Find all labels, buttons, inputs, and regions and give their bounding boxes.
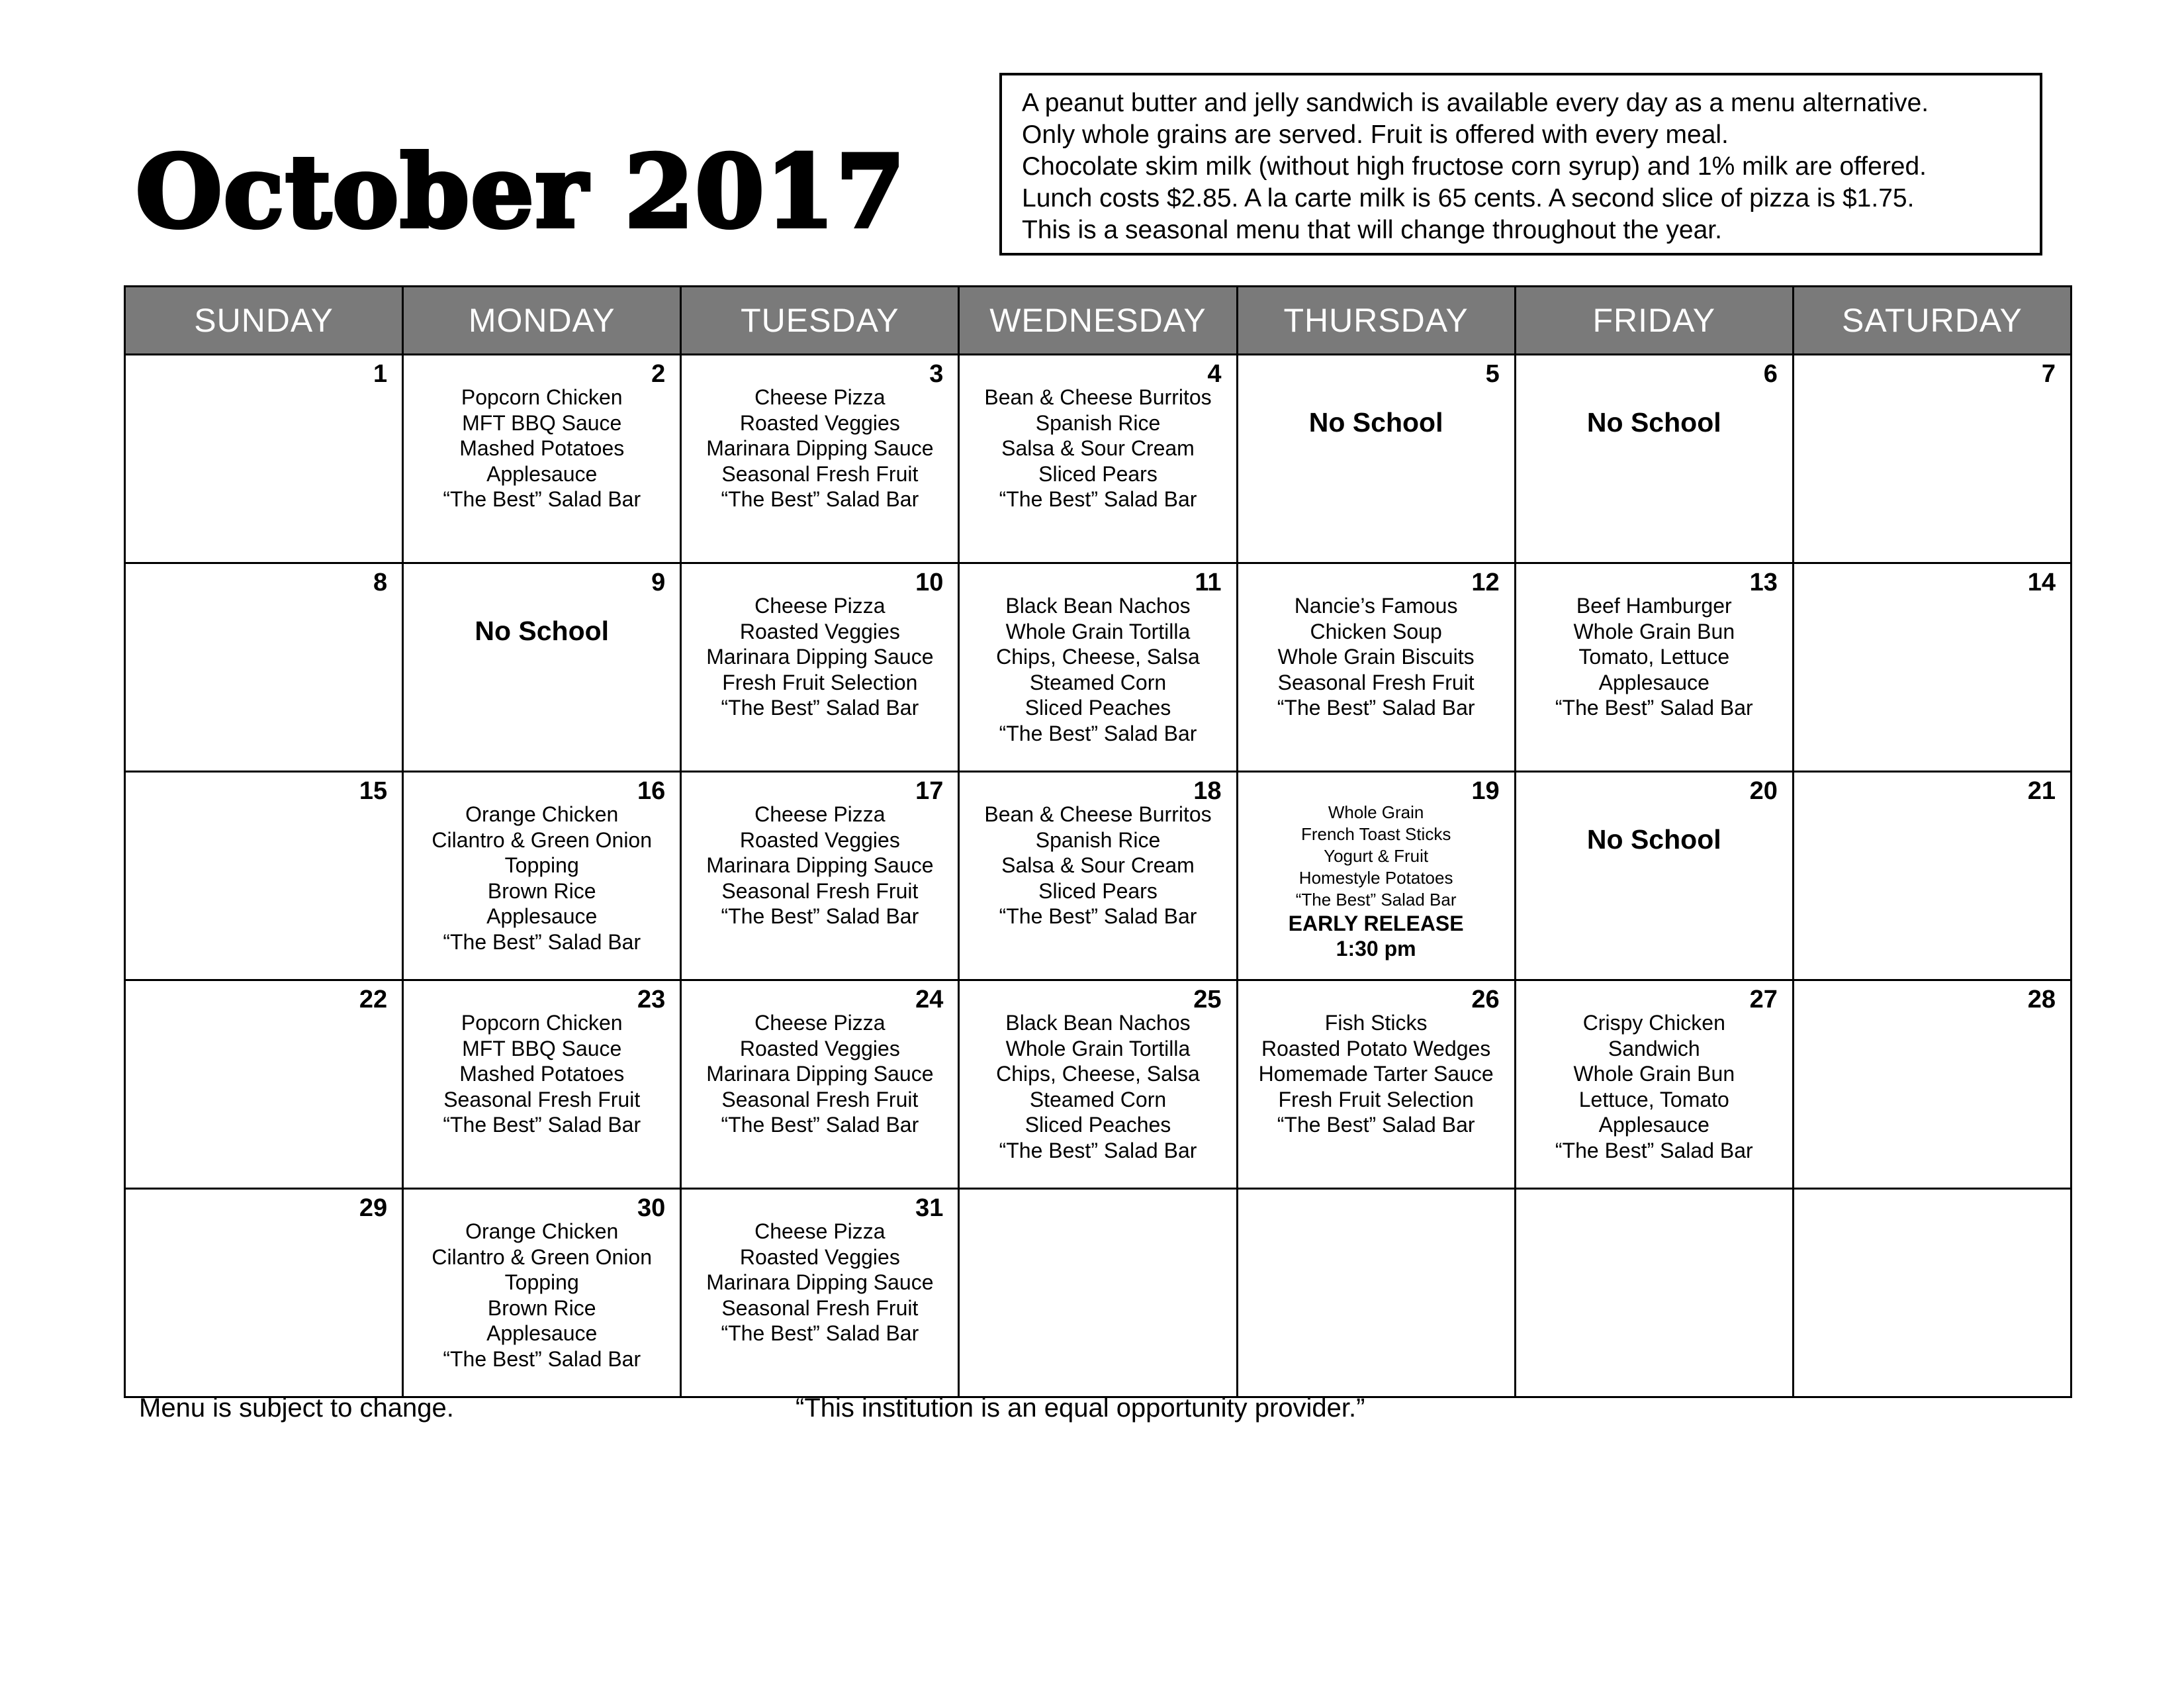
menu-item: Sliced Pears [1038,878,1158,903]
menu-item: Fresh Fruit Selection [1278,1087,1474,1111]
calendar-day-cell [1237,980,1515,1189]
weekday-header: MONDAY [403,287,681,355]
menu-item: Sandwich [1608,1036,1700,1060]
day-number: 27 [1749,986,1778,1013]
menu-item: Whole Grain Tortilla [1005,1036,1191,1060]
menu-item: Popcorn Chicken [461,385,623,409]
menu-item: Whole Grain Biscuits [1277,645,1475,669]
day-number: 11 [1195,569,1222,596]
calendar-day-cell [1515,1189,1793,1397]
day-number: 16 [637,777,666,805]
menu-item: Brown Rice [487,878,596,903]
menu-item: Roasted Potato Wedges [1261,1036,1491,1060]
menu-item: Roasted Veggies [739,619,900,643]
day-number: 22 [359,986,388,1013]
menu-item: Mashed Potatoes [459,1062,625,1086]
day-number: 1 [373,360,388,388]
menu-item: Tomato, Lettuce [1578,645,1730,669]
menu-items [404,385,680,512]
menu-item: Cheese Pizza [754,1011,886,1035]
menu-item: Bean & Cheese Burritos [984,802,1212,826]
menu-item: Black Bean Nachos [1005,594,1191,618]
calendar-day-cell [681,563,959,772]
no-school-note: No School [475,616,610,646]
calendar-day-cell [125,980,403,1189]
calendar-week-row [125,980,2071,1189]
menu-item: Roasted Veggies [739,410,900,435]
day-number: 20 [1749,777,1778,805]
calendar-week-row [125,355,2071,563]
footer-disclaimer: Menu is subject to change. [139,1393,454,1423]
menu-item: “The Best” Salad Bar [721,1113,919,1137]
calendar-week-row [125,1189,2071,1397]
menu-item: Applesauce [486,1321,598,1345]
day-number: 24 [915,986,944,1013]
menu-item: Seasonal Fresh Fruit [721,1087,919,1111]
footer-equal-opportunity: “This institution is an equal opportunity provider.” [796,1393,1365,1423]
day-number: 10 [915,569,944,596]
day-number: 9 [651,569,666,596]
menu-item: Sliced Peaches [1024,1113,1171,1137]
weekday-header: WEDNESDAY [959,287,1237,355]
early-release-note: EARLY RELEASE [1288,912,1464,935]
menu-items [404,1219,680,1372]
menu-items [682,385,958,512]
day-number: 8 [373,569,388,596]
menu-item: Cilantro & Green Onion [432,1244,653,1269]
menu-items [960,1010,1236,1163]
menu-item: “The Best” Salad Bar [1555,696,1753,720]
menu-item: Cheese Pizza [754,594,886,618]
menu-item: Orange Chicken [465,802,619,826]
menu-item: Topping [504,1270,579,1294]
day-number: 5 [1485,360,1500,388]
calendar-day-cell [959,355,1237,563]
calendar-week-row [125,772,2071,980]
menu-item: Applesauce [486,904,598,928]
day-number: 7 [2041,360,2056,388]
menu-items [1238,593,1514,721]
notice-line: Lunch costs $2.85. A la carte milk is 65 cents. A second slice of pizza is $1.75. [1022,184,1915,212]
menu-item: “The Best” Salad Bar [721,696,919,720]
calendar-day-cell [681,355,959,563]
calendar-day-cell [959,772,1237,980]
menu-item: Whole Grain Bun [1573,619,1735,643]
menu-item: Seasonal Fresh Fruit [721,878,919,903]
menu-items [404,802,680,955]
menu-item: Black Bean Nachos [1005,1011,1191,1035]
menu-item: Marinara Dipping Sauce [706,436,934,460]
menu-item: “The Best” Salad Bar [721,904,919,928]
weekday-header: SATURDAY [1793,287,2071,355]
menu-item: Yogurt & Fruit [1324,846,1429,866]
calendar-day-cell [1793,772,2071,980]
calendar-day-cell [403,563,681,772]
calendar-day-cell [403,980,681,1189]
weekday-header: THURSDAY [1237,287,1515,355]
menu-item: “The Best” Salad Bar [443,1346,641,1371]
menu-item: Brown Rice [487,1295,596,1320]
day-number: 18 [1193,777,1222,805]
menu-item: Roasted Veggies [739,1244,900,1269]
calendar-day-cell [125,1189,403,1397]
menu-item: Topping [504,853,579,877]
day-number: 19 [1471,777,1500,805]
menu-item: Cilantro & Green Onion [432,827,653,852]
menu-item: “The Best” Salad Bar [1277,1113,1475,1137]
menu-item: Whole Grain Tortilla [1005,619,1191,643]
menu-item: Steamed Corn [1029,670,1167,694]
menu-item: “The Best” Salad Bar [721,1321,919,1345]
menu-item: “The Best” Salad Bar [999,721,1197,745]
calendar-day-cell [1793,980,2071,1189]
calendar-day-cell [403,1189,681,1397]
day-number: 23 [637,986,666,1013]
calendar-day-cell [1515,563,1793,772]
calendar-day-cell [1237,772,1515,980]
calendar-day-cell [681,772,959,980]
menu-item: Chips, Cheese, Salsa [996,645,1200,669]
day-number: 13 [1749,569,1778,596]
calendar-day-cell [1793,355,2071,563]
menu-item: Roasted Veggies [739,1036,900,1060]
no-school-note: No School [1586,824,1721,855]
day-number: 12 [1471,569,1500,596]
calendar-day-cell [125,355,403,563]
menu-item: Orange Chicken [465,1219,619,1243]
calendar-day-cell [1237,355,1515,563]
menu-items [1238,802,1514,961]
menu-item: Applesauce [1598,670,1709,694]
menu-item: Cheese Pizza [754,1219,886,1243]
menu-items [682,802,958,929]
menu-item: “The Best” Salad Bar [1555,1138,1753,1162]
day-number: 25 [1193,986,1222,1013]
menu-item: Popcorn Chicken [461,1011,623,1035]
day-number: 6 [1763,360,1778,388]
menu-item: Lettuce, Tomato [1578,1087,1729,1111]
calendar-day-cell [403,772,681,980]
menu-items [960,802,1236,929]
day-number: 21 [2027,777,2056,805]
calendar-day-cell [1237,1189,1515,1397]
menu-item: Steamed Corn [1029,1087,1167,1111]
menu-item: Salsa & Sour Cream [1001,853,1195,877]
notice-line: A peanut butter and jelly sandwich is available every day as a menu alternative. [1022,89,1929,117]
menu-item: Applesauce [1598,1113,1709,1137]
menu-item: Seasonal Fresh Fruit [721,461,919,486]
weekday-header: TUESDAY [681,287,959,355]
day-number: 2 [651,360,666,388]
menu-item: “The Best” Salad Bar [999,904,1197,928]
menu-item: Cheese Pizza [754,802,886,826]
calendar-day-cell [1793,1189,2071,1397]
menu-item: “The Best” Salad Bar [443,1113,641,1137]
day-number: 3 [929,360,944,388]
menu-calendar [124,285,2072,1398]
menu-item: Marinara Dipping Sauce [706,853,934,877]
menu-item: “The Best” Salad Bar [721,487,919,511]
day-number: 26 [1471,986,1500,1013]
menu-item: Salsa & Sour Cream [1001,436,1195,460]
calendar-day-cell [1793,563,2071,772]
menu-item: Seasonal Fresh Fruit [1277,670,1475,694]
menu-item: Roasted Veggies [739,827,900,852]
menu-items [960,593,1236,746]
menu-item: Chips, Cheese, Salsa [996,1062,1200,1086]
weekday-header: FRIDAY [1515,287,1793,355]
calendar-day-cell [1237,563,1515,772]
menu-item: Sliced Pears [1038,461,1158,486]
menu-item: “The Best” Salad Bar [443,929,641,954]
menu-items [1516,593,1792,721]
menu-items [682,1010,958,1138]
menu-items [960,385,1236,512]
day-number: 29 [359,1194,388,1222]
menu-item: Mashed Potatoes [459,436,625,460]
early-release-note: 1:30 pm [1336,937,1416,961]
day-number: 17 [915,777,944,805]
calendar-day-cell [681,1189,959,1397]
menu-items [1516,1010,1792,1163]
menu-item: MFT BBQ Sauce [462,410,622,435]
menu-item: “The Best” Salad Bar [1277,696,1475,720]
day-number: 15 [359,777,388,805]
weekday-header: SUNDAY [125,287,403,355]
menu-item: MFT BBQ Sauce [462,1036,622,1060]
notice-line: Only whole grains are served. Fruit is offered with every meal. [1022,120,1729,149]
menu-item: Marinara Dipping Sauce [706,645,934,669]
weekday-header-row [125,287,2071,355]
notice-line: This is a seasonal menu that will change throughout the year. [1022,216,1722,244]
menu-item: Chicken Soup [1310,619,1442,643]
menu-item: Spanish Rice [1035,827,1161,852]
calendar-day-cell [1515,355,1793,563]
calendar-day-cell [959,1189,1237,1397]
menu-item: Fresh Fruit Selection [722,670,918,694]
menu-item: Whole Grain [1328,802,1424,822]
calendar-day-cell [1515,772,1793,980]
calendar-day-cell [681,980,959,1189]
menu-items [404,1010,680,1138]
menu-item: Homemade Tarter Sauce [1258,1062,1494,1086]
menu-items [682,593,958,721]
menu-item: Crispy Chicken [1582,1011,1725,1035]
menu-item: Homestyle Potatoes [1298,868,1453,888]
menu-item: “The Best” Salad Bar [443,487,641,511]
menu-item: “The Best” Salad Bar [1295,890,1457,910]
menu-item: French Toast Sticks [1300,824,1451,844]
menu-item: Beef Hamburger [1576,594,1732,618]
calendar-week-row [125,563,2071,772]
day-number: 30 [637,1194,666,1222]
day-number: 4 [1207,360,1222,388]
day-number: 31 [915,1194,944,1222]
no-school-note: No School [1586,407,1721,438]
menu-item: Fish Sticks [1324,1011,1428,1035]
calendar-day-cell [959,563,1237,772]
menu-item: Whole Grain Bun [1573,1062,1735,1086]
day-number: 28 [2027,986,2056,1013]
menu-notice-box [999,73,2042,256]
notice-line: Chocolate skim milk (without high fructose corn syrup) and 1% milk are offered. [1022,152,1927,181]
menu-item: Marinara Dipping Sauce [706,1270,934,1294]
menu-item: Applesauce [486,461,598,486]
calendar-day-cell [403,355,681,563]
menu-items [682,1219,958,1346]
menu-item: Marinara Dipping Sauce [706,1062,934,1086]
menu-item: “The Best” Salad Bar [999,487,1197,511]
menu-item: Cheese Pizza [754,385,886,409]
menu-item: Bean & Cheese Burritos [984,385,1212,409]
menu-item: Spanish Rice [1035,410,1161,435]
calendar-day-cell [125,772,403,980]
no-school-note: No School [1308,407,1443,438]
menu-item: Nancie’s Famous [1294,594,1458,618]
menu-items [1238,1010,1514,1138]
page-title: October 2017 [136,134,907,250]
menu-item: “The Best” Salad Bar [999,1138,1197,1162]
day-number: 14 [2027,569,2056,596]
menu-item: Sliced Peaches [1024,696,1171,720]
calendar-day-cell [959,980,1237,1189]
calendar-day-cell [1515,980,1793,1189]
menu-item: Seasonal Fresh Fruit [721,1295,919,1320]
calendar-day-cell [125,563,403,772]
menu-item: Seasonal Fresh Fruit [443,1087,641,1111]
